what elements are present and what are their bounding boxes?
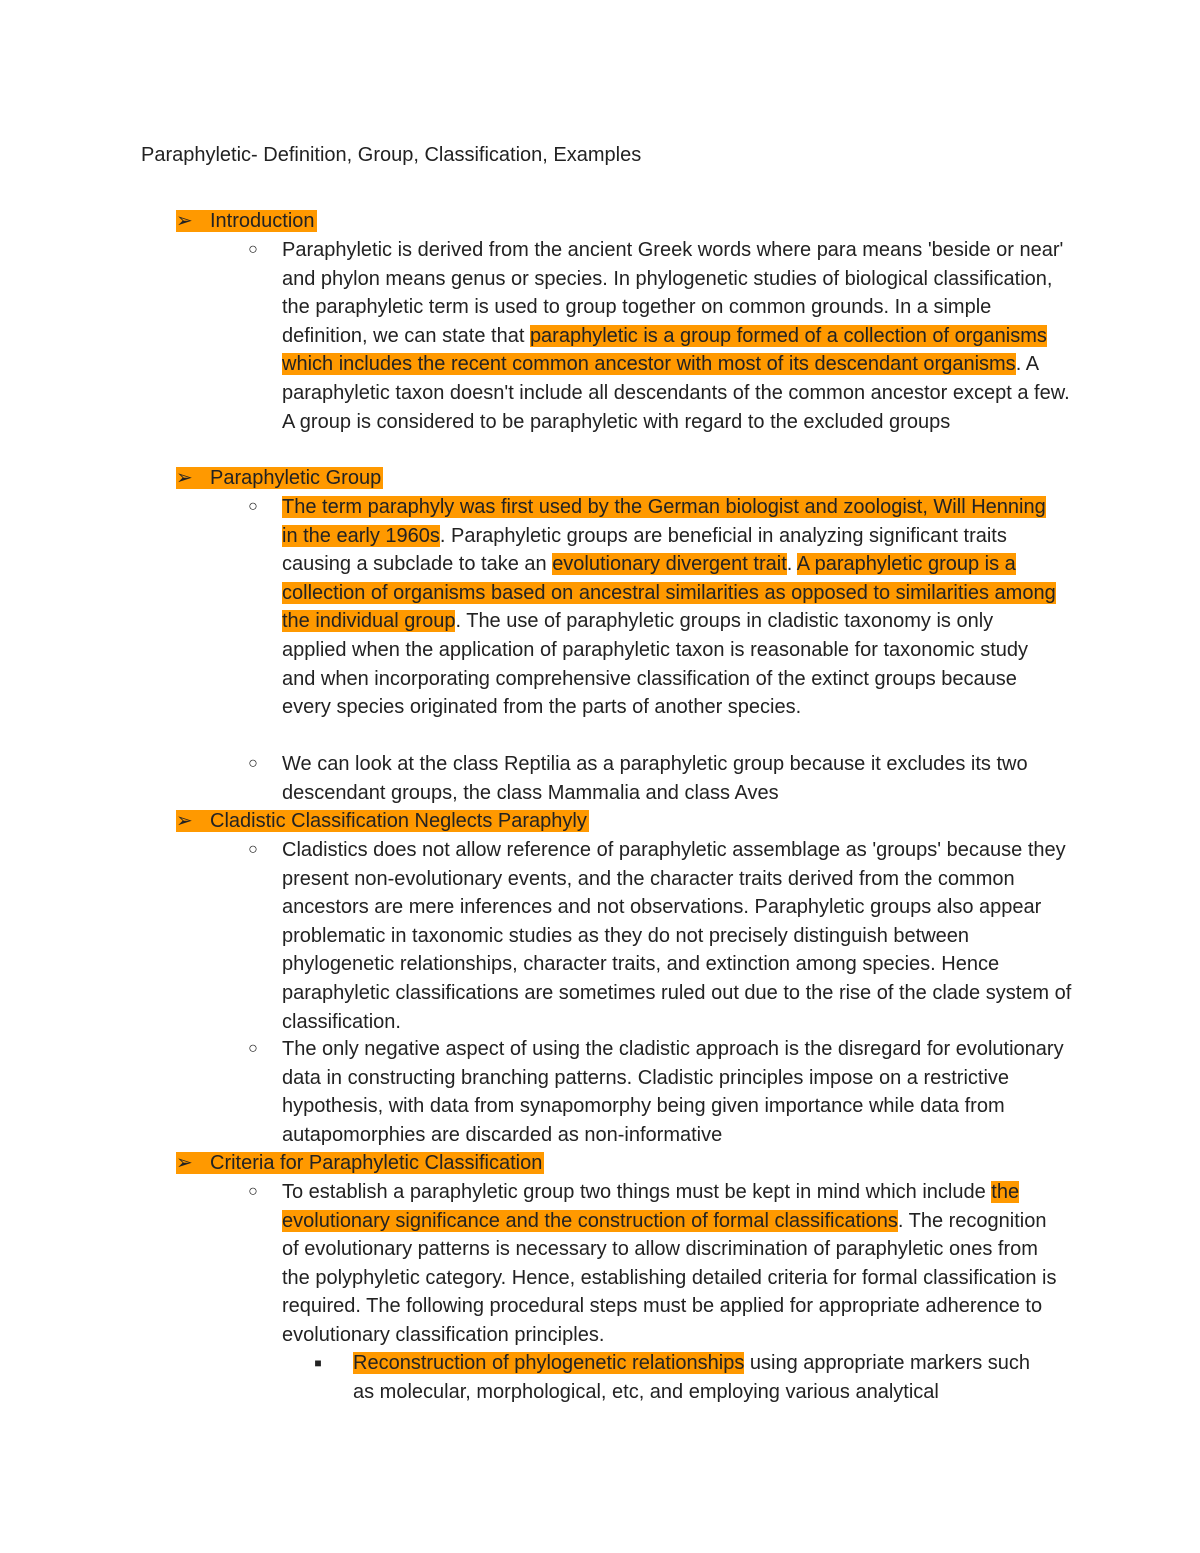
section-heading-criteria [176, 1149, 544, 1177]
list-item [248, 836, 1072, 1036]
bullet-text: . A paraphyletic taxon doesn't include all descendants of the common ancestor except a few. A group is considered to be paraphyletic with regard to the excluded groups [282, 353, 1070, 433]
bullet-text: Paraphyletic is derived from the ancient Greek words where para means 'beside or near' and phylon means genus or species. In phylogenetic studies of biological classification, the paraphyletic term is used to group together on common grounds. In a simple definition, we can state that [282, 239, 1064, 347]
section-heading-label: Cladistic Classification Neglects Paraphyly [210, 810, 587, 832]
section-heading-paraphyletic-group [176, 464, 383, 492]
list-item [248, 236, 1072, 436]
arrow-bullet-icon: ➢ [176, 467, 193, 489]
hollow-circle-bullet-icon: ○ [248, 241, 258, 258]
bullet-text: using appropriate markers such as molecular, morphological, etc, and employing various analytical [353, 1352, 1031, 1403]
square-bullet-icon: ■ [314, 1356, 322, 1370]
list-item [248, 493, 1057, 722]
list-item [248, 750, 1072, 807]
bullet-text: We can look at the class Reptilia as a paraphyletic group because it excludes its two descendant groups, the class Mammalia and class Aves [282, 753, 1028, 804]
hollow-circle-bullet-icon: ○ [248, 1183, 258, 1200]
highlighted-text: the evolutionary significance and the construction of formal classifications [282, 1181, 1020, 1232]
hollow-circle-bullet-icon: ○ [248, 498, 258, 515]
arrow-bullet-icon: ➢ [176, 1152, 193, 1174]
bullet-text: Cladistics does not allow reference of paraphyletic assemblage as 'groups' because they present non-evolutionary events, and the character traits derived from the common ancestors are mere inferences and not observations. Paraphyletic groups also appear problematic in taxonomic studies as they do not precisely distinguish between phylogenetic relationships, character traits, and extinction among species. Hence paraphyletic classifications are sometimes ruled out due to the rise of the clade system of classification. [282, 839, 1072, 1033]
highlighted-text: The term paraphyly was first used by the German biologist and zoologist, Will Henning in the early 1960s [282, 496, 1046, 547]
highlighted-text: A paraphyletic group is a collection of organisms based on ancestral similarities as opposed to similarities among the individual group [282, 553, 1056, 633]
section-heading-introduction [176, 207, 317, 235]
highlighted-text: evolutionary divergent trait [552, 553, 787, 576]
highlighted-text: Reconstruction of phylogenetic relationships [353, 1352, 745, 1374]
section-heading-label: Paraphyletic Group [210, 467, 382, 489]
bullet-text: . Paraphyletic groups are beneficial in analyzing significant traits causing a subclade to take an [282, 524, 1007, 576]
list-item [314, 1349, 1053, 1406]
arrow-bullet-icon: ➢ [176, 810, 193, 832]
document-title: Paraphyletic- Definition, Group, Classification, Examples [141, 144, 642, 166]
section-heading-cladistic-classification [176, 807, 589, 835]
hollow-circle-bullet-icon: ○ [248, 755, 258, 772]
bullet-text: . The use of paraphyletic groups in cladistic taxonomy is only applied when the application of paraphyletic taxon is reasonable for taxonomic study and when incorporating comprehensive classification of the extinct groups because every species originated from the parts of another species. [282, 610, 1029, 719]
list-item [248, 1178, 1062, 1350]
highlighted-text: paraphyletic is a group formed of a collection of organisms which includes the recent common ancestor with most of its descendant organisms [282, 324, 1047, 376]
bullet-text: . The recognition of evolutionary patterns is necessary to allow discrimination of paraphyletic ones from the polyphyletic category. Hence, establishing detailed criteria for formal classification is required. The following procedural steps must be applied for appropriate adherence to evolutionary classification principles. [282, 1209, 1057, 1346]
bullet-text: The only negative aspect of using the cladistic approach is the disregard for evolutionary data in constructing branching patterns. Cladistic principles impose on a restrictive hypothesis, with data from synapomorphy being given importance while data from autapomorphies are discarded as non-informative [282, 1038, 1064, 1146]
bullet-text: . [786, 553, 797, 576]
section-heading-label: Criteria for Paraphyletic Classification [210, 1152, 543, 1174]
arrow-bullet-icon: ➢ [176, 210, 193, 232]
section-heading-label: Introduction [210, 210, 315, 232]
hollow-circle-bullet-icon: ○ [248, 1040, 258, 1057]
list-item [248, 1035, 1072, 1149]
bullet-text: To establish a paraphyletic group two things must be kept in mind which include [282, 1181, 992, 1203]
hollow-circle-bullet-icon: ○ [248, 841, 258, 858]
